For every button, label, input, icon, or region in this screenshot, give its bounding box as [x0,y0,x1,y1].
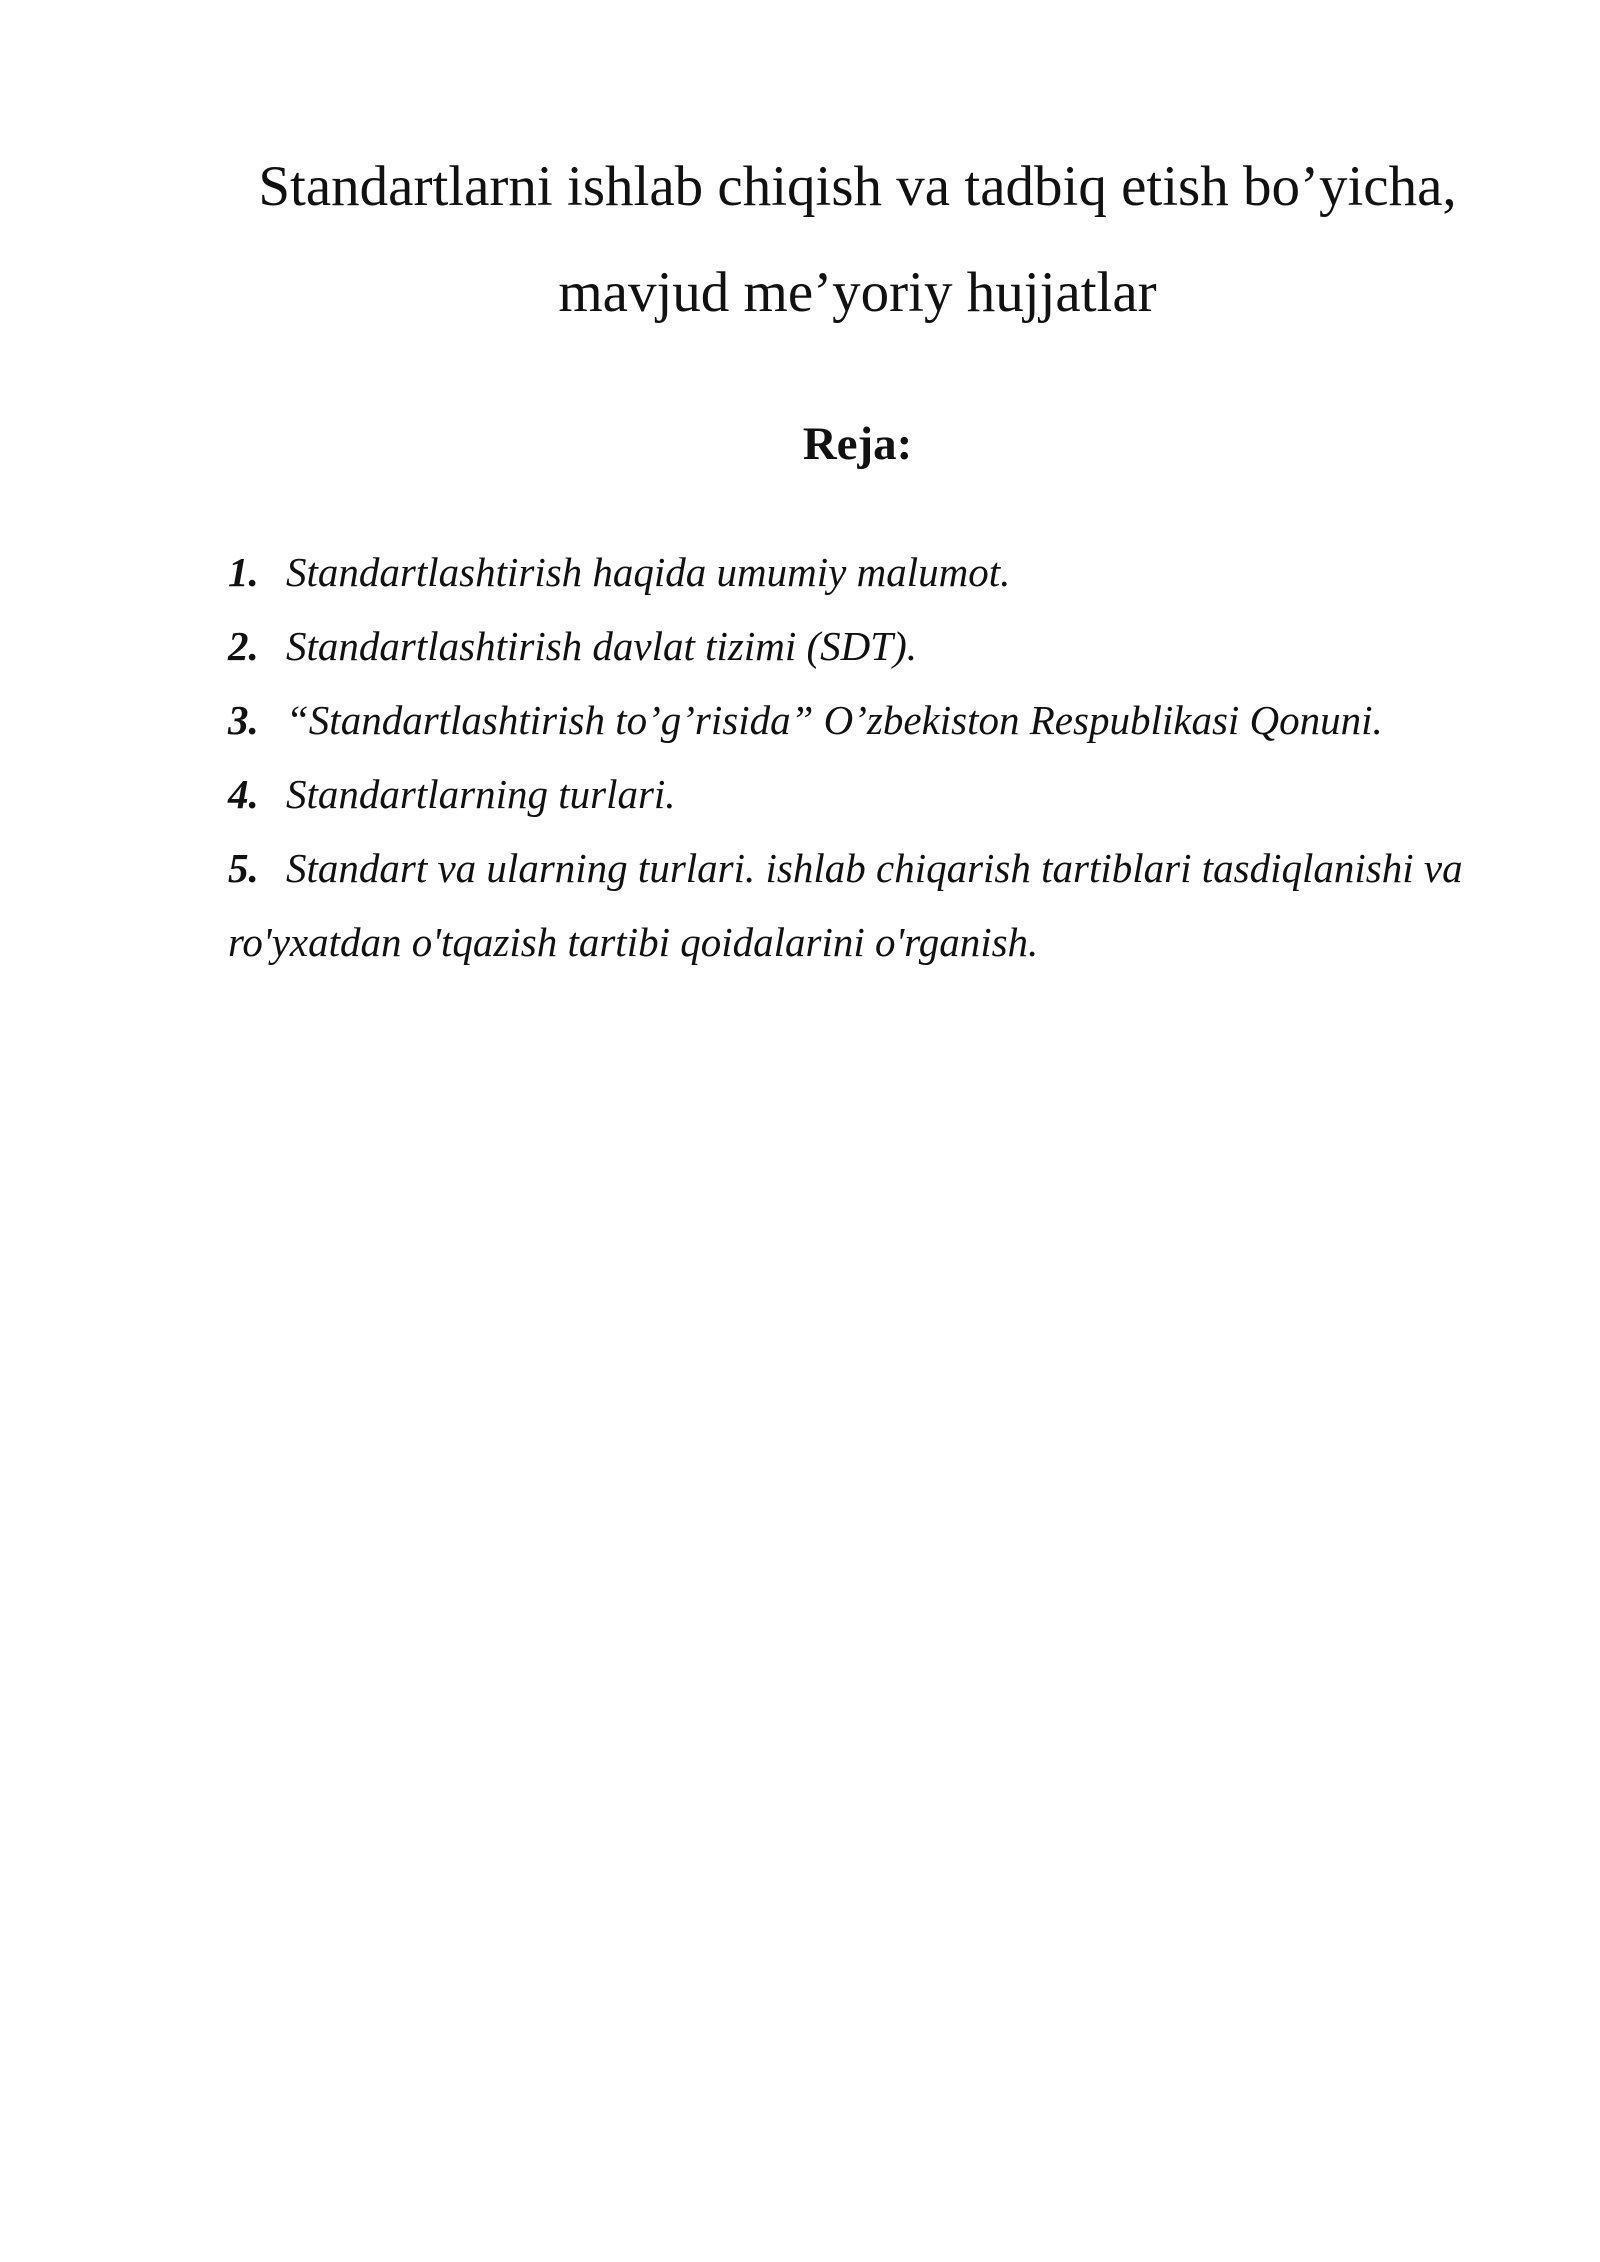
plan-item-number: 3. [228,697,259,743]
plan-item-1 [228,535,1518,609]
document-title-line-1: Standartlarni ishlab chiqish va tadbiq etish bo’yicha, [258,155,1457,218]
plan-item-text: Standartlashtirish haqida umumiy malumot. [286,549,1011,595]
plan-heading: Reja: [802,418,913,470]
plan-item-text: Standartlashtirish davlat tizimi (SDT). [286,623,917,669]
plan-list [228,535,1518,979]
plan-item-number: 5. [228,845,259,891]
plan-item-5 [228,831,1518,979]
plan-item-text: Standartlarning turlari. [286,771,676,817]
document-title-line-2: mavjud me’yoriy hujjatlar [558,261,1157,324]
plan-item-text: “Standartlashtirish to’g’risida” O’zbekiston Respublikasi Qonuni. [286,697,1383,743]
plan-item-4 [228,757,1518,831]
plan-item-number: 1. [228,549,259,595]
plan-item-2 [228,609,1518,683]
plan-item-number: 2. [228,623,259,669]
plan-item-number: 4. [228,771,259,817]
plan-item-text: Standart va ularning turlari. ishlab chiqarish tartiblari tasdiqlanishi va ro'yxatdan o'tqazish tartibi qoidalarini o'rganish. [228,845,1463,965]
plan-item-3 [228,683,1518,757]
